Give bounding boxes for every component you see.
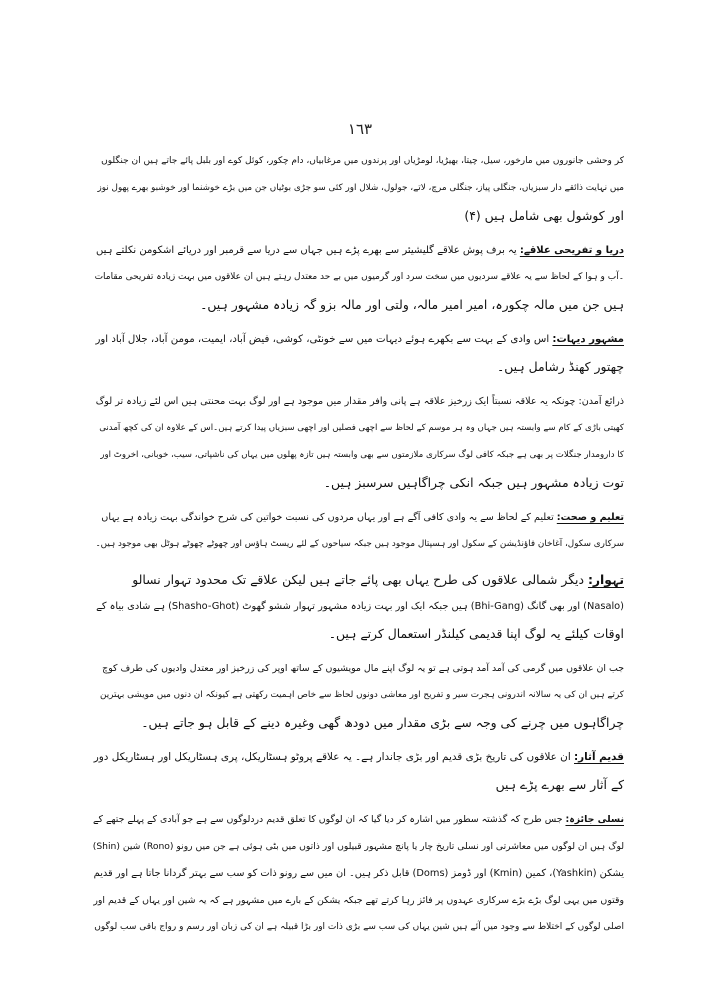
line-text: یشکن (Yashkin)، کمین (Kmin) اور ڈومز (Doms) قابل ذکر ہیں۔ ان میں سے رونو ذات کو سب سے بہتر گردانا جاتا ہے اور قدیم <box>93 868 624 879</box>
paragraph <box>92 237 624 318</box>
text-line <box>92 237 624 264</box>
line-text: کرتے ہیں ان کی یہ سالانہ اندرونی ہجرت سیر و تفریح اور معاشی دونوں لحاظ سے خاص اہمیت رکھتی ہے کیونکہ ان دنوں میں مویشی بہترین <box>100 690 624 700</box>
text-line <box>92 682 624 709</box>
text-line <box>92 887 624 914</box>
paragraph <box>92 806 624 941</box>
text-line <box>92 709 624 736</box>
text-line <box>92 806 624 833</box>
text-line <box>92 148 624 175</box>
line-text: اوقات کیلئے یہ لوگ اپنا قدیمی کیلنڈر استعمال کرتے ہیں۔ <box>328 626 624 641</box>
line-text: کا دارومدار جنگلات پر بھی ہے جبکہ کافی لوگ سرکاری ملازمتوں سے بھی وابستہ ہیں تازہ پھلوں میں یہاں کی ناشپاتی، سیب، خوبانی، اخروٹ اور <box>100 450 624 460</box>
paragraph-gap <box>92 496 624 504</box>
paragraph <box>92 326 624 380</box>
text-line <box>92 914 624 941</box>
line-text: اور کوشول بھی شامل ہیں (۴) <box>464 208 624 223</box>
line-text: یہ برف پوش علاقے گلیشیئر سے بھرے پڑے ہیں جہاں سے دریا سے قرمبر اور دریائے اشکومن نکلتے ہیں <box>96 245 520 256</box>
paragraph <box>92 744 624 798</box>
line-text: جس طرح کہ گذشتہ سطور میں اشارہ کر دیا گیا کہ ان لوگوں کا تعلق قدیم دردلوگوں سے ہے جو آبادی کے پہلے جتھے کے <box>93 814 566 825</box>
text-line <box>92 291 624 318</box>
paragraph-gap <box>92 798 624 806</box>
text-line <box>92 620 624 647</box>
text-line <box>92 860 624 887</box>
paragraph <box>92 566 624 647</box>
section-heading: مشہور دیہات: <box>552 334 624 345</box>
line-text: ۔آب و ہوا کے لحاظ سے یہ علاقے سردیوں میں سخت سرد اور گرمیوں میں بے حد معتدل رہتے ہیں ان علاقوں میں بہت زیادہ تفریحی مقامات <box>94 272 624 282</box>
text-line <box>92 175 624 202</box>
line-text: سرکاری سکول، آغاخان فاؤنڈیشن کے سکول اور ہسپتال موجود ہیں جبکہ سیاحوں کے لئے ریسٹ ہاؤس اور چھوٹے چھوٹے ہوٹل بھی موجود ہیں۔ <box>95 539 624 549</box>
line-text: وقتوں میں یہی لوگ بڑے بڑے سرکاری عہدوں پر فائز رہا کرتے تھے جبکہ یشکن کے بارے میں مشہور ہے کہ یہ شین اور یہاں کے قدیم اور <box>93 895 624 906</box>
paragraph-gap <box>92 229 624 237</box>
line-text: چراگاہوں میں چرنے کی وجہ سے بڑی مقدار میں دودھ گھی وغیرہ دینے کے قابل ہو جاتے ہیں۔ <box>141 715 624 730</box>
line-text: (Nasalo) اور بھی گانگ (Bhi-Gang) ہیں جبکہ ایک اور بہت زیادہ مشہور تہوار ششو گھوٹ (Shasho-Ghot) ہے شادی بیاہ کے <box>96 601 624 612</box>
text-line <box>92 442 624 469</box>
text-line <box>92 469 624 496</box>
text-line <box>92 388 624 415</box>
paragraph-gap <box>92 647 624 655</box>
line-text: کے آثار سے بھرے پڑے ہیں <box>495 777 624 792</box>
paragraph <box>92 388 624 496</box>
text-line <box>92 771 624 798</box>
text-line <box>92 655 624 682</box>
text-line <box>92 566 624 593</box>
line-text: کھیتی باڑی کے کام سے وابستہ ہیں جہاں وہ ہر موسم کے لحاظ سے اچھی فصلیں اور اچھی سبزیاں پیدا کرتے ہیں۔اس کے علاوہ ان کی کچھ آمدنی <box>99 423 624 433</box>
line-text: اس وادی کے بہت سے بکھرے ہوئے دیہات میں سے خونٹی، کوشی، فیض آباد، ایمیت، مومن آباد، جلال آباد اور <box>95 334 553 345</box>
line-text: ذرائع آمدن: چونکہ یہ علاقہ نسبتاً ایک زرخیز علاقہ ہے پانی وافر مقدار میں موجود ہے اور لوگ بہت محنتی ہیں اس لئے زیادہ تر لوگ <box>95 396 624 407</box>
section-heading: نسلی جائزہ: <box>565 814 624 825</box>
paragraph-gap <box>92 736 624 744</box>
section-heading: دریا و تفریحی علاقے: <box>519 245 624 256</box>
line-text: توت زیادہ مشہور ہیں جبکہ انکی چراگاہیں سرسبز ہیں۔ <box>323 475 624 490</box>
line-text: دیگر شمالی علاقوں کی طرح یہاں بھی پائے جاتے ہیں لیکن علاقے تک محدود تہوار نسالو <box>132 572 588 587</box>
line-text: میں نہایت ذائقے دار سبزیاں، جنگلی پیاز، جنگلی مرچ، لاتے، جولول، شلال اور کئی سو جڑی بوٹیاں جن میں بڑے خوشنما اور خوشبو بھرے پھول نوز <box>97 183 624 193</box>
line-text: اصلی لوگوں کے اختلاط سے وجود میں آئے ہیں شین یہاں کی سب سے بڑی ذات اور بڑا قبیلہ ہے ان کی زبان اور رسم و رواج باقی سب لوگوں <box>94 922 624 932</box>
page-number: ١٦٣ <box>347 120 373 138</box>
text-line <box>92 744 624 771</box>
line-text: ہیں جن میں مالہ چکورہ، امیر امیر مالہ، ولتی اور مالہ بزو گہ زیادہ مشہور ہیں۔ <box>200 297 624 312</box>
line-text: چھتور کھنڈ رشامل ہیں۔ <box>496 359 624 374</box>
paragraph <box>92 655 624 736</box>
line-text: تعلیم کے لحاظ سے یہ وادی کافی آگے ہے اور یہاں مردوں کی نسبت خواتین کی شرح خواندگی بہت زیادہ ہے یہاں <box>101 512 557 523</box>
paragraph <box>92 148 624 229</box>
paragraph <box>92 504 624 558</box>
line-text: ان علاقوں کی تاریخ بڑی قدیم اور بڑی جاندار ہے۔ یہ علاقے پروٹو ہسٹاریکل، پری ہسٹاریکل اور ہسٹاریکل دور <box>93 751 575 763</box>
text-line <box>92 326 624 353</box>
text-line <box>92 833 624 860</box>
text-line <box>92 415 624 442</box>
text-line <box>92 264 624 291</box>
paragraph-gap <box>92 380 624 388</box>
paragraph-gap <box>92 318 624 326</box>
section-heading: قدیم آثار: <box>574 751 624 763</box>
text-line <box>92 504 624 531</box>
section-heading: تعلیم و صحت: <box>556 512 624 523</box>
text-line <box>92 353 624 380</box>
line-text: لوگ ہیں ان لوگوں میں معاشرتی اور نسلی تاریخ چار یا پانچ مشہور قبیلوں اور ذاتوں میں بٹی ہوئی ہے جن میں رونو (Rono) شین (Shin) <box>92 841 624 852</box>
text-line <box>92 593 624 620</box>
text-line <box>92 202 624 229</box>
line-text: جب ان علاقوں میں گرمی کی آمد آمد ہوتی ہے تو یہ لوگ اپنے مال مویشیوں کے ساتھ اوپر کی زرخیز اور معتدل وادیوں کی طرف کوچ <box>102 663 624 674</box>
body-text <box>92 148 624 941</box>
text-line <box>92 531 624 558</box>
line-text: کر وحشی جانوروں میں مارخور، سیل، چیتا، بھیڑیا، لومڑیاں اور پرندوں میں مرغابیاں، دام چکور، کوئل کوے اور بلبل پائے جاتے ہیں ان جنگلوں <box>101 156 624 166</box>
section-heading: تہوار: <box>587 572 624 587</box>
paragraph-gap <box>92 558 624 566</box>
